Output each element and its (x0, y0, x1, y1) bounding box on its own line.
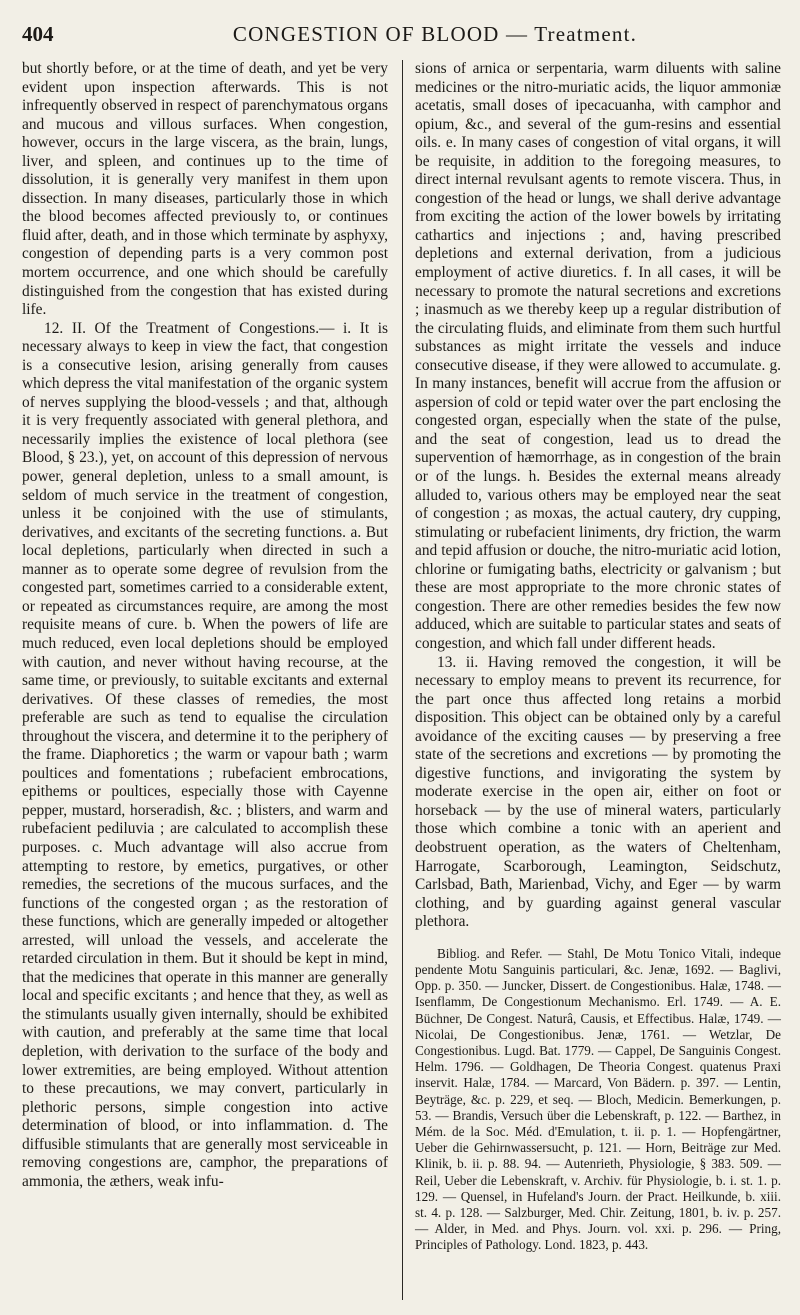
paragraph-continuation: but shortly before, or at the time of death, and yet be very evident upon inspection afterwards. This is not infrequently observed in respect of parenchymatous organs and mucous and villous surfaces. When congestion, however, occurs in the large viscera, as the brain, lungs, liver, and spleen, and continues up to the time of dissolution, it is generally very manifest in them upon dissection. In many diseases, particularly those in which the blood becomes affected previously to, or continues fluid after, death, and in those which terminate by asphyxy, congestion of depending parts is a very common post mortem occurrence, and one which should be carefully distinguished from the congestion that has existed during life. (22, 60, 388, 319)
page-header (22, 14, 778, 54)
right-column (415, 60, 781, 1254)
paragraph-treatment: 12. II. Of the Treatment of Congestions.— i. It is necessary always to keep in view the fact, that congestion is a consecutive lesion, arising generally from causes which depress the vital manifestation of the organic system of nerves supplying the blood-vessels ; and that, although it is very frequently associated with general plethora, and necessarily implies the existence of local plethora (see Blood, § 23.), yet, on account of this depression of nervous power, general depletion, unless to a small amount, is seldom of much service in the treatment of congestion, unless it be conjoined with the use of stimulants, derivatives, and excitants of the secreting functions. a. But local depletions, particularly when directed in such a manner as to operate some degree of revulsion from the congested part, sometimes carried to a considerable extent, or repeated as circumstances require, are among the most requisite means of cure. b. When the powers of life are much reduced, even local depletions should be employed with caution, and never without having recourse, at the same time, or previously, to suitable excitants and external derivatives. Of these classes of remedies, the most preferable are such as tend to equalise the circulation throughout the viscera, and determine it to the periphery of the frame. Diaphoretics ; the warm or vapour bath ; warm poultices and fomentations ; rubefacient embrocations, epithems or poultices, especially those with Cayenne pepper, mustard, horseradish, &c. ; blisters, and warm and rubefacient pediluvia ; are calculated to accomplish these purposes. c. Much advantage will also accrue from attempting to restore, by emetics, purgatives, or other remedies, the secretions of the mucous surfaces, and the functions of the congested organ ; as the restoration of these functions, which are generally impeded or altogether arrested, will unload the vessels, and accelerate the retarded circulation in them. But it should be kept in mind, that the medicines that operate in this manner are generally local and specific excitants ; and hence that they, as well as the stimulants usually given internally, should be exhibited with caution, and preferably at the same time that local depletion, with derivation to the surface of the body and lower extremities, are being employed. Without attention to these precautions, we may convert, particularly in plethoric persons, simple congestion into active determination of blood, or into inflammation. d. The diffusible stimulants that are generally most serviceable in removing congestions are, camphor, the preparations of ammonia, the æthers, weak infu- (22, 319, 388, 1190)
page-number: 404 (22, 21, 54, 46)
column-divider (402, 60, 403, 1300)
paragraph-prevention: 13. ii. Having removed the congestion, it will be necessary to employ means to prevent its recurrence, for the part once thus affected long retains a morbid disposition. This object can be obtained only by a careful avoidance of the exciting causes — by preserving a free state of the secretions and excretions — by promoting the digestive functions, and invigorating the system by moderate exercise in the open air, either on foot or horseback — by the use of mineral waters, particularly those which combine a tonic with an aperient and deobstruent operation, as the waters of Cheltenham, Harrogate, Scarborough, Leamington, Seidschutz, Carlsbad, Bath, Marienbad, Vichy, and Eger — by warm clothing, and by guarding against general vascular plethora. (415, 653, 781, 931)
bibliography: Bibliog. and Refer. — Stahl, De Motu Tonico Vitali, indeque pendente Motu Sanguinis particulari, &c. Jenæ, 1692. — Baglivi, Opp. p. 350. — Juncker, Dissert. de Congestionibus. Halæ, 1748. — Isenflamm, De Congestionum Mechanismo. Erl. 1749. — A. E. Büchner, De Congest. Naturâ, Causis, et Effectibus. Halæ, 1749. — Nicolai, De Congestionibus. Jenæ, 1761. — Wetzlar, De Congestionibus. Lugd. Bat. 1779. — Cappel, De Sanguinis Congest. Helm. 1796. — Goldhagen, De Theoria Congest. quatenus Praxi inservit. Halæ, 1784. — Marcard, Von Bädern. p. 397. — Lentin, Beyträge, &c. p. 229, et seq. — Bloch, Medicin. Bemerkungen, p. 53. — Brandis, Versuch über die Lebenskraft, p. 122. — Barthez, in Mém. de la Soc. Méd. d'Emulation, t. ii. p. 1. — Hopfengärtner, Ueber die Gehirnwassersucht, p. 121. — Horn, Beiträge zur Med. Klinik, b. ii. p. 88. 94. — Autenrieth, Physiologie, § 383. 509. — Reil, Ueber die Lebenskraft, v. Archiv. für Physiologie, b. i. st. 1. p. 129. — Quensel, in Hufeland's Journ. der Pract. Heilkunde, b. xiii. st. 4. p. 128. — Salzburger, Med. Chir. Zeitung, 1801, b. iv. p. 257. — Alder, in Med. and Phys. Journ. vol. xxi. p. 296. — Pring, Principles of Pathology. Lond. 1823, p. 443. (415, 945, 781, 1253)
paragraph-continuation: sions of arnica or serpentaria, warm diluents with saline medicines or the nitro-muriatic acids, the liquor ammoniæ acetatis, small doses of ipecacuanha, with camphor and opium, &c., and several of the gum-resins and essential oils. e. In many cases of congestion of vital organs, it will be requisite, in addition to the foregoing measures, to direct internal revulsant agents to remote viscera. Thus, in congestion of the head or lungs, we shall derive advantage from exciting the action of the lower bowels by irritating cathartics and injections ; and, having prescribed depletions and external derivation, from a judicious employment of active diuretics. f. In all cases, it will be necessary to promote the natural secretions and excretions ; inasmuch as we thereby keep up a regular distribution of the circulating fluids, and eliminate from them such hurtful substances as might irritate the vessels and induce consecutive disease, if they were allowed to accumulate. g. In many instances, benefit will accrue from the affusion or aspersion of cold or tepid water over the part enclosing the congested organ, especially when the state of the pulse, and the seat of congestion, lead us to dread the supervention of hæmorrhage, as in congestion of the brain or of the lungs. h. Besides the external means already alluded to, various others may be employed near the seat of congestion ; as moxas, the actual cautery, dry cupping, stimulating or rubefacient liniments, dry friction, the warm and tepid affusion or douche, the nitro-muriatic acid lotion, chlorine or fumigating baths, electricity or galvanism ; but these are most appropriate to the more chronic states of congestion. There are other remedies besides the few now adduced, which are suitable to particular states and seats of congestion, and which fall under different heads. (415, 60, 781, 652)
running-head: CONGESTION OF BLOOD — Treatment. (232, 21, 638, 46)
left-column (22, 60, 388, 1191)
